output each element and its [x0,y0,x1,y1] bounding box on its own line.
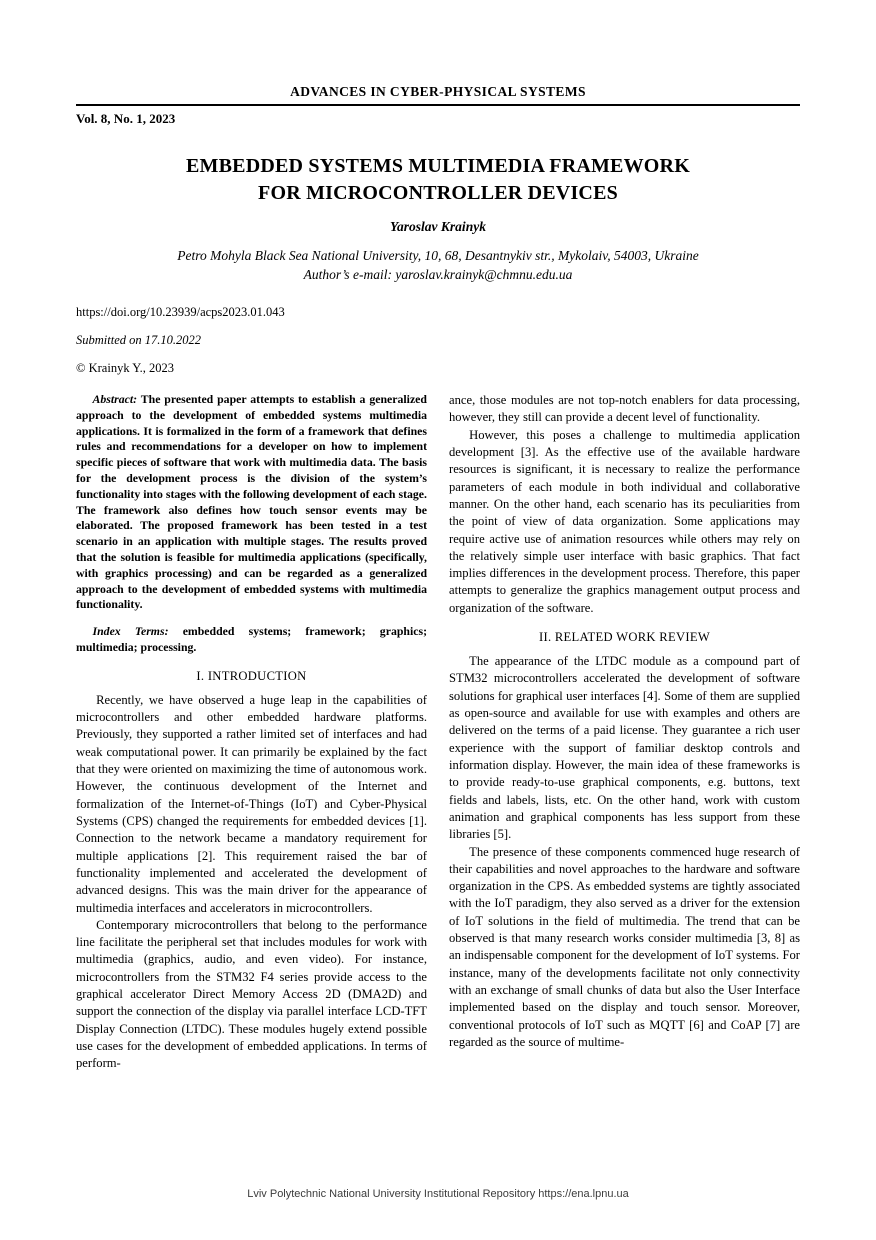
repository-footer: Lviv Polytechnic National University Institutional Repository https://ena.lpnu.ua [247,1188,629,1200]
index-terms-text: embedded systems; framework; graphics; multimedia; processing. [76,624,427,654]
volume-line: Vol. 8, No. 1, 2023 [76,111,176,126]
article-title-line2: FOR MICROCONTROLLER DEVICES [258,182,618,204]
section-heading-introduction: I. INTRODUCTION [196,668,307,683]
article-title [76,153,800,207]
email-label: Author’s e-mail: [303,267,392,282]
author-name: Yaroslav Krainyk [390,219,486,234]
affiliation: Petro Mohyla Black Sea National University, 10, 68, Desantnykiv str., Mykolaiv, 54003, Ukraine [177,248,699,263]
section-heading-related-work: II. RELATED WORK REVIEW [538,630,711,645]
index-terms-paragraph [76,624,427,656]
left-column [76,392,427,1073]
copyright-line: © Krainyk Y., 2023 [76,361,175,375]
related-work-paragraph-2: The presence of these components commenced huge research of their capabilities and novel approaches to the hardware and software organization in the CPS. As embedded systems are tightly associated with the IoT paradigm, they also served as a driver for the extension of IoT solutions in the field of multimedia. The trend that can be observed is that many research works consider multimedia [3, 8] as an indispensable component for the development of IoT systems. For instance, many of the developments facilitate not only connectivity with an exchange of small chunks of data but also the User Interface implemented based on the display and touch sensor. Moreover, conventional protocols of IoT such as MQTT [6] and CoAP [7] are regarded as the source of multime- [449,844,800,1049]
article-title-line1: EMBEDDED SYSTEMS MULTIMEDIA FRAMEWORK [186,155,690,177]
index-terms-label: Index Terms: [92,624,169,639]
intro-paragraph-2-continuation: ance, those modules are not top-notch enablers for data processing, however, they still can provide a decent level of functionality. [449,393,800,425]
journal-title: ADVANCES IN CYBER-PHYSICAL SYSTEMS [290,84,586,99]
header-rule [76,104,800,106]
intro-paragraph-3: However, this poses a challenge to multimedia application development [3]. As the effective use of the available hardware resources is significant, it is necessary to realize the performance parameters of each module in both individual and collaborative manner. On the other hand, each scenario has its peculiarities from the point of view of data organization. Some applications may require active use of animation resources while others may rely on the relatively simple user interface with basic graphics. That fact implies differences in the development process. Therefore, this paper attempts to generalize the graphics management output process and organization of the software. [449,427,800,615]
email-address: yaroslav.krainyk@chmnu.edu.ua [395,267,573,282]
right-column [449,392,800,1073]
email-line [76,267,800,283]
abstract-text: The presented paper attempts to establish a generalized approach to the development of embedded systems multimedia applications. It is formalized in the form of a framework that defines rules and recommendations for a developer on how to implement specific pieces of software that work with multimedia data. The basis for the development process is the division of the system’s functionality into stages with the following development of each stage. The framework also defines how touch sensor events may be elaborated. The proposed framework has been tested in a test scenario in an application with multiple stages. The results proved that the solution is feasible for multimedia applications (specifically, with graphics processing) and can be regarded as a generalized approach to the development of embedded systems with multimedia functionality. [76,392,427,612]
submitted-date: Submitted on 17.10.2022 [76,333,201,347]
abstract-label: Abstract: [92,392,138,406]
intro-paragraph-2: Contemporary microcontrollers that belong to the performance line facilitate the peripheral set that includes modules for work with multimedia (graphics, audio, and even video). For instance, microcontrollers from the STM32 F4 series provide access to the graphical accelerator Direct Memory Access 2D (DMA2D) and support the connection of the display via parallel interface LCD-TFT Display Connection (LTDC). These modules hugely extend possible use cases for the development of embedded applications. In terms of perform- [76,917,427,1071]
intro-paragraph-1: Recently, we have observed a huge leap in the capabilities of microcontrollers and other embedded hardware platforms. Previously, they supported a rather limited set of interfaces and had weak computational power. It can primarily be explained by the fact that they were oriented on maximizing the time of autonomous work. However, the continuous development of the Internet and formalization of the Internet-of-Things (IoT) and Cyber-Physical Systems (CPS) changed the requirements for embedded devices [1]. Connection to the network became a mandatory requirement for multiple applications [2]. This requirement raised the bar of functionality implemented and accelerated the development of advanced designs. This was the main driver for the appearance of multimedia interfaces and accelerators in microcontrollers. [76,692,427,915]
journal-header [76,84,800,127]
related-work-paragraph-1: The appearance of the LTDC module as a compound part of STM32 microcontrollers accelerated the development of software solutions for graphical user interfaces [4]. Some of them are supplied as open-source and available for use with examples and others are delivered on the terms of a paid license. They guarantee a rich user experience with the support of familiar desktop controls and information display. However, the main idea of these frameworks is to provide ready-to-use graphical components, e.g. buttons, text fields and labels, lists, etc. On the other hand, work with custom animation and graphical components has less support from these libraries [5]. [449,654,800,842]
two-column-body [76,392,800,1073]
doi-line: https://doi.org/10.23939/acps2023.01.043 [76,305,285,319]
abstract-paragraph [76,392,427,613]
